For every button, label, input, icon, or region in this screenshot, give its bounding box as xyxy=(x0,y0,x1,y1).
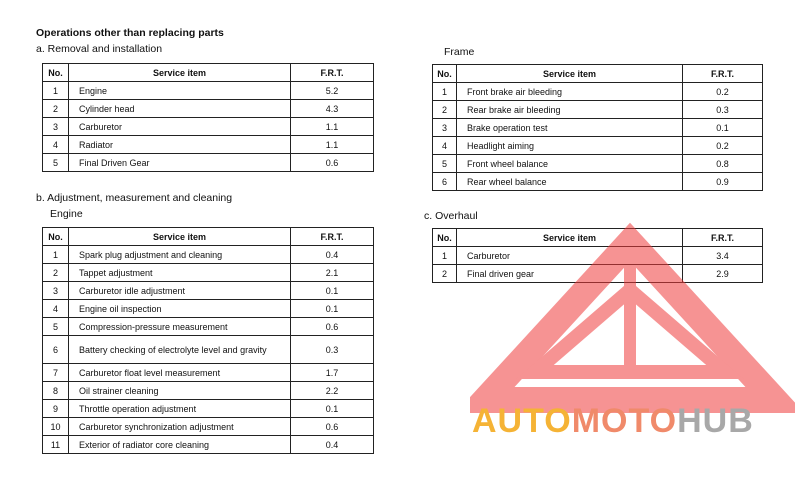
frt-value: 2.1 xyxy=(291,264,374,282)
service-item: Throttle operation adjustment xyxy=(69,400,291,418)
service-item: Carburetor synchronization adjustment xyxy=(69,418,291,436)
row-number: 7 xyxy=(43,364,69,382)
service-item: Exterior of radiator core cleaning xyxy=(69,436,291,454)
row-number: 2 xyxy=(433,265,457,283)
column-header-no: No. xyxy=(43,64,69,82)
removal-installation-table xyxy=(42,63,374,172)
column-header-service-item: Service item xyxy=(457,229,683,247)
service-item: Engine xyxy=(69,82,291,100)
logo-word-auto: AUTO xyxy=(472,402,572,440)
frt-value: 4.3 xyxy=(291,100,374,118)
table-row xyxy=(433,155,763,173)
frt-value: 0.6 xyxy=(291,318,374,336)
frt-value: 0.8 xyxy=(683,155,763,173)
logo-word-hub: HUB xyxy=(677,402,754,440)
table-row xyxy=(433,265,763,283)
row-number: 3 xyxy=(43,282,69,300)
logo-wordmark xyxy=(472,402,754,440)
table-row xyxy=(433,137,763,155)
row-number: 11 xyxy=(43,436,69,454)
table-row xyxy=(43,300,374,318)
column-header-no: No. xyxy=(433,229,457,247)
service-item: Tappet adjustment xyxy=(69,264,291,282)
service-item: Radiator xyxy=(69,136,291,154)
table-row xyxy=(43,400,374,418)
frt-value: 0.3 xyxy=(291,336,374,364)
table-row xyxy=(43,246,374,264)
row-number: 5 xyxy=(43,318,69,336)
table-row xyxy=(43,264,374,282)
service-item: Front brake air bleeding xyxy=(457,83,683,101)
service-item: Carburetor xyxy=(69,118,291,136)
service-item: Front wheel balance xyxy=(457,155,683,173)
table-row xyxy=(43,100,374,118)
row-number: 10 xyxy=(43,418,69,436)
frt-value: 0.9 xyxy=(683,173,763,191)
service-item: Battery checking of electrolyte level and gravity xyxy=(69,336,291,364)
table-row xyxy=(43,336,374,364)
frt-value: 0.4 xyxy=(291,436,374,454)
frame-heading: Frame xyxy=(444,46,475,58)
service-item: Final driven gear xyxy=(457,265,683,283)
frt-value: 2.9 xyxy=(683,265,763,283)
table-header-row xyxy=(43,64,374,82)
frt-value: 1.7 xyxy=(291,364,374,382)
column-header-frt: F.R.T. xyxy=(683,229,763,247)
table-row xyxy=(43,364,374,382)
service-item: Carburetor idle adjustment xyxy=(69,282,291,300)
table-row xyxy=(433,247,763,265)
frt-value: 0.1 xyxy=(291,400,374,418)
frt-value: 0.4 xyxy=(291,246,374,264)
overhaul-table xyxy=(432,228,763,283)
row-number: 6 xyxy=(433,173,457,191)
service-item: Carburetor float level measurement xyxy=(69,364,291,382)
table-header-row xyxy=(43,228,374,246)
row-number: 4 xyxy=(43,300,69,318)
column-header-no: No. xyxy=(433,65,457,83)
table-row xyxy=(43,282,374,300)
service-item: Cylinder head xyxy=(69,100,291,118)
table-row xyxy=(433,119,763,137)
section-b-heading: b. Adjustment, measurement and cleaning xyxy=(36,192,233,204)
service-item: Engine oil inspection xyxy=(69,300,291,318)
table-row xyxy=(43,136,374,154)
row-number: 6 xyxy=(43,336,69,364)
frt-value: 1.1 xyxy=(291,118,374,136)
frt-value: 1.1 xyxy=(291,136,374,154)
frt-value: 0.2 xyxy=(683,83,763,101)
service-item: Oil strainer cleaning xyxy=(69,382,291,400)
column-header-no: No. xyxy=(43,228,69,246)
frt-value: 0.1 xyxy=(683,119,763,137)
page-title: Operations other than replacing parts xyxy=(36,27,224,39)
service-item: Spark plug adjustment and cleaning xyxy=(69,246,291,264)
engine-adjustment-rows xyxy=(43,246,374,454)
logo-word-moto: MOTO xyxy=(571,402,678,440)
service-item: Compression-pressure measurement xyxy=(69,318,291,336)
table-row xyxy=(43,118,374,136)
row-number: 1 xyxy=(43,246,69,264)
frt-value: 0.6 xyxy=(291,154,374,172)
frt-value: 3.4 xyxy=(683,247,763,265)
frt-value: 2.2 xyxy=(291,382,374,400)
service-item: Brake operation test xyxy=(457,119,683,137)
section-c-heading: c. Overhaul xyxy=(424,210,478,222)
table-header-row xyxy=(433,229,763,247)
row-number: 5 xyxy=(43,154,69,172)
table-row xyxy=(43,436,374,454)
service-item: Rear wheel balance xyxy=(457,173,683,191)
column-header-frt: F.R.T. xyxy=(683,65,763,83)
engine-adjustment-table xyxy=(42,227,374,454)
table-row xyxy=(43,154,374,172)
row-number: 2 xyxy=(433,101,457,119)
row-number: 2 xyxy=(43,264,69,282)
frt-value: 0.1 xyxy=(291,282,374,300)
service-item: Final Driven Gear xyxy=(69,154,291,172)
row-number: 4 xyxy=(43,136,69,154)
section-a-heading: a. Removal and installation xyxy=(36,43,163,55)
table-row xyxy=(43,318,374,336)
table-header-row xyxy=(433,65,763,83)
row-number: 1 xyxy=(43,82,69,100)
column-header-service-item: Service item xyxy=(457,65,683,83)
row-number: 5 xyxy=(433,155,457,173)
row-number: 3 xyxy=(433,119,457,137)
service-item: Carburetor xyxy=(457,247,683,265)
frt-value: 0.1 xyxy=(291,300,374,318)
frt-value: 0.6 xyxy=(291,418,374,436)
row-number: 8 xyxy=(43,382,69,400)
table-row xyxy=(43,82,374,100)
frt-value: 0.3 xyxy=(683,101,763,119)
column-header-frt: F.R.T. xyxy=(291,228,374,246)
row-number: 3 xyxy=(43,118,69,136)
frt-value: 5.2 xyxy=(291,82,374,100)
column-header-service-item: Service item xyxy=(69,64,291,82)
table-row xyxy=(43,382,374,400)
table-row xyxy=(433,83,763,101)
table-row xyxy=(43,418,374,436)
row-number: 4 xyxy=(433,137,457,155)
row-number: 2 xyxy=(43,100,69,118)
removal-installation-rows xyxy=(43,82,374,172)
service-item: Rear brake air bleeding xyxy=(457,101,683,119)
table-row xyxy=(433,101,763,119)
frt-value: 0.2 xyxy=(683,137,763,155)
frame-adjustment-table xyxy=(432,64,763,191)
row-number: 9 xyxy=(43,400,69,418)
frame-adjustment-rows xyxy=(433,83,763,191)
row-number: 1 xyxy=(433,83,457,101)
service-item: Headlight aiming xyxy=(457,137,683,155)
engine-heading: Engine xyxy=(50,208,83,220)
column-header-service-item: Service item xyxy=(69,228,291,246)
column-header-frt: F.R.T. xyxy=(291,64,374,82)
overhaul-rows xyxy=(433,247,763,283)
table-row xyxy=(433,173,763,191)
row-number: 1 xyxy=(433,247,457,265)
